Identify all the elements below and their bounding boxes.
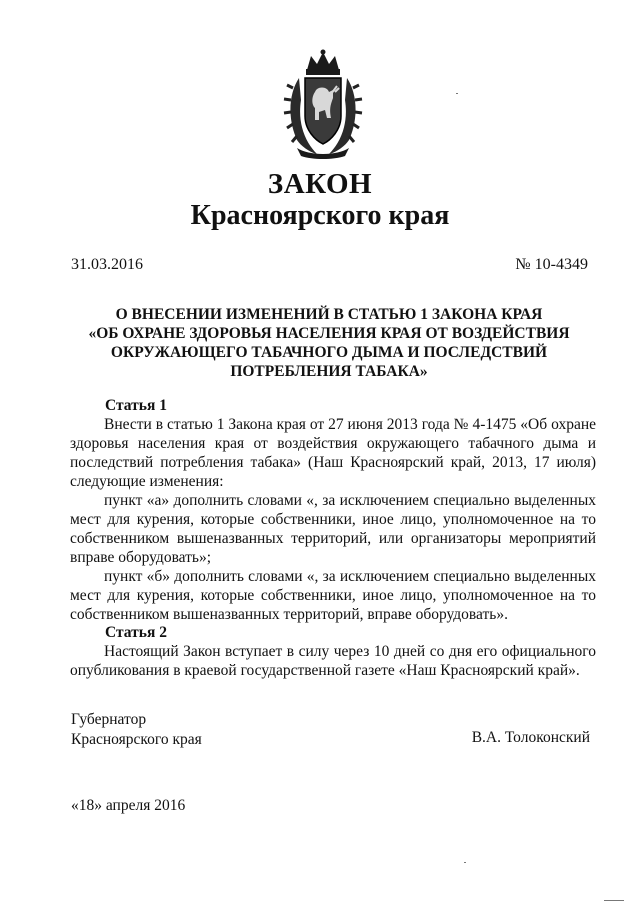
article-1-paragraph: пункт «б» дополнить словами «, за исключением специально выделенных мест для курения, которые собственники, иное лицо, уполномоченное на то собственником вышеназванных территорий, вправе оборудовать».	[70, 568, 596, 623]
coat-of-arms-icon	[283, 48, 363, 160]
law-title-line: ПОТРЕБЛЕНИЯ ТАБАКА»	[230, 363, 428, 380]
article-1-heading: Статья 1	[105, 397, 167, 414]
article-1-body	[70, 415, 596, 624]
article-2-paragraph: Настоящий Закон вступает в силу через 10 дней со дня его официального опубликования в краевой государственной газете «Наш Красноярский край».	[70, 643, 596, 679]
document-number: № 10-4349	[515, 256, 588, 273]
signatory-title	[71, 710, 202, 750]
law-title	[60, 305, 598, 381]
document-region-subtitle: Красноярского края	[190, 200, 450, 231]
article-1-paragraph: Внести в статью 1 Закона края от 27 июня 2013 года № 4-1475 «Об охране здоровья населения края от воздействия окружающего табачного дыма и последствий потребления табака» (Наш Красноярский край, 2013, 17 июля) следующие изменения:	[70, 416, 596, 490]
scan-speck	[464, 862, 466, 863]
article-1-paragraph: пункт «а» дополнить словами «, за исключением специально выделенных мест для курения, которые собственники, иное лицо, уполномоченное на то собственником вышеназванных территорий, или организаторы мероприятий вправе оборудовать»;	[70, 492, 596, 566]
document-date: 31.03.2016	[71, 256, 143, 273]
document-type-title: ЗАКОН	[267, 168, 373, 200]
article-2-body	[70, 642, 596, 680]
scan-speck	[604, 900, 624, 901]
signatory-name: В.А. Толоконский	[471, 729, 590, 746]
law-title-line: ОКРУЖАЮЩЕГО ТАБАЧНОГО ДЫМА И ПОСЛЕДСТВИЙ	[110, 344, 548, 361]
law-title-line: О ВНЕСЕНИИ ИЗМЕНЕНИЙ В СТАТЬЮ 1 ЗАКОНА КРАЯ	[115, 306, 543, 323]
scan-speck	[456, 93, 458, 94]
signatory-region: Красноярского края	[71, 731, 202, 748]
law-title-line: «ОБ ОХРАНЕ ЗДОРОВЬЯ НАСЕЛЕНИЯ КРАЯ ОТ ВОЗДЕЙСТВИЯ	[88, 325, 570, 342]
signatory-position: Губернатор	[71, 711, 147, 728]
signing-date: «18» апреля 2016	[71, 797, 186, 814]
article-2-heading: Статья 2	[105, 624, 167, 641]
